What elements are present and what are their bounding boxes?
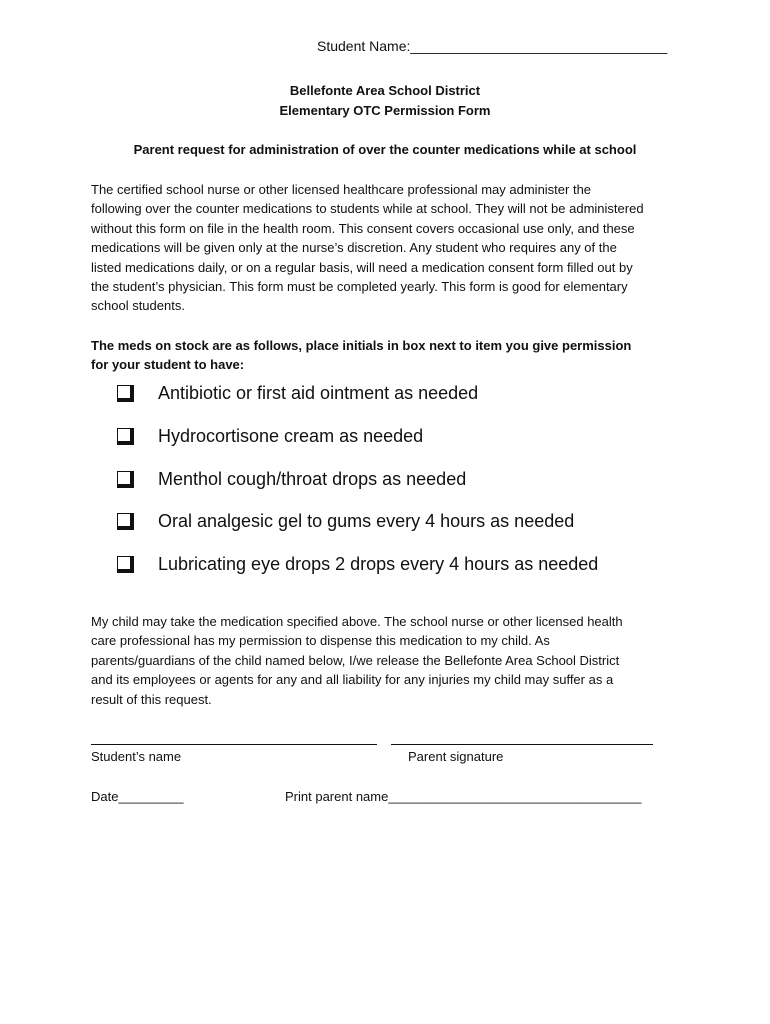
intro-line: following over the counter medications to students while at school. They will not be administered xyxy=(91,201,644,217)
meds-heading-line: The meds on stock are as follows, place initials in box next to item you give permission xyxy=(91,338,632,353)
consent-line: My child may take the medication specified above. The school nurse or other licensed health xyxy=(91,614,623,629)
form-title: Elementary OTC Permission Form xyxy=(279,103,491,118)
consent-line: and its employees or agents for any and all liability for any injuries my child may suffer as a xyxy=(91,672,614,688)
initials-checkbox[interactable] xyxy=(117,513,134,530)
consent-paragraph xyxy=(91,612,691,709)
intro-line: The certified school nurse or other licensed healthcare professional may administer the xyxy=(91,182,592,197)
district-title: Bellefonte Area School District xyxy=(289,83,481,98)
med-label: Hydrocortisone cream as needed xyxy=(158,426,424,446)
student-name-label: Student’s name xyxy=(91,749,182,764)
intro-line: the student’s physician. This form must be completed yearly. This form is good for elementary xyxy=(91,279,628,295)
intro-line: medications will be given only at the nurse’s discretion. Any student who requires any of the xyxy=(91,240,617,256)
intro-line: listed medications daily, or on a regular basis, will need a medication consent form filled out by xyxy=(91,259,633,275)
initials-checkbox[interactable] xyxy=(117,471,134,488)
print-parent-name-field[interactable]: Print parent name___________________________________ xyxy=(285,789,642,804)
meds-heading xyxy=(91,336,691,374)
date-field[interactable]: Date_________ xyxy=(91,789,184,804)
med-label: Lubricating eye drops 2 drops every 4 hours as needed xyxy=(158,554,599,574)
med-label: Antibiotic or first aid ointment as needed xyxy=(158,383,479,403)
intro-line: school students. xyxy=(91,298,185,314)
parent-signature-line[interactable] xyxy=(391,744,653,745)
form-subtitle: Parent request for administration of over the counter medications while at school xyxy=(133,142,637,157)
initials-checkbox[interactable] xyxy=(117,428,134,445)
consent-line: parents/guardians of the child named below, I/we release the Bellefonte Area School District xyxy=(91,652,620,668)
initials-checkbox[interactable] xyxy=(117,556,134,573)
intro-paragraph xyxy=(91,180,691,316)
intro-line: without this form on file in the health room. This consent covers occasional use only, and these xyxy=(91,220,635,236)
initials-checkbox[interactable] xyxy=(117,385,134,402)
med-label: Menthol cough/throat drops as needed xyxy=(158,469,467,489)
consent-line: result of this request. xyxy=(91,691,212,707)
consent-line: care professional has my permission to dispense this medication to my child. As xyxy=(91,633,550,649)
student-name-field[interactable]: Student Name:_________________________________ xyxy=(317,38,668,54)
meds-heading-line: for your student to have: xyxy=(91,357,245,372)
med-label: Oral analgesic gel to gums every 4 hours as needed xyxy=(158,511,575,531)
student-name-signature-line[interactable] xyxy=(91,744,377,745)
parent-signature-label: Parent signature xyxy=(408,749,504,764)
